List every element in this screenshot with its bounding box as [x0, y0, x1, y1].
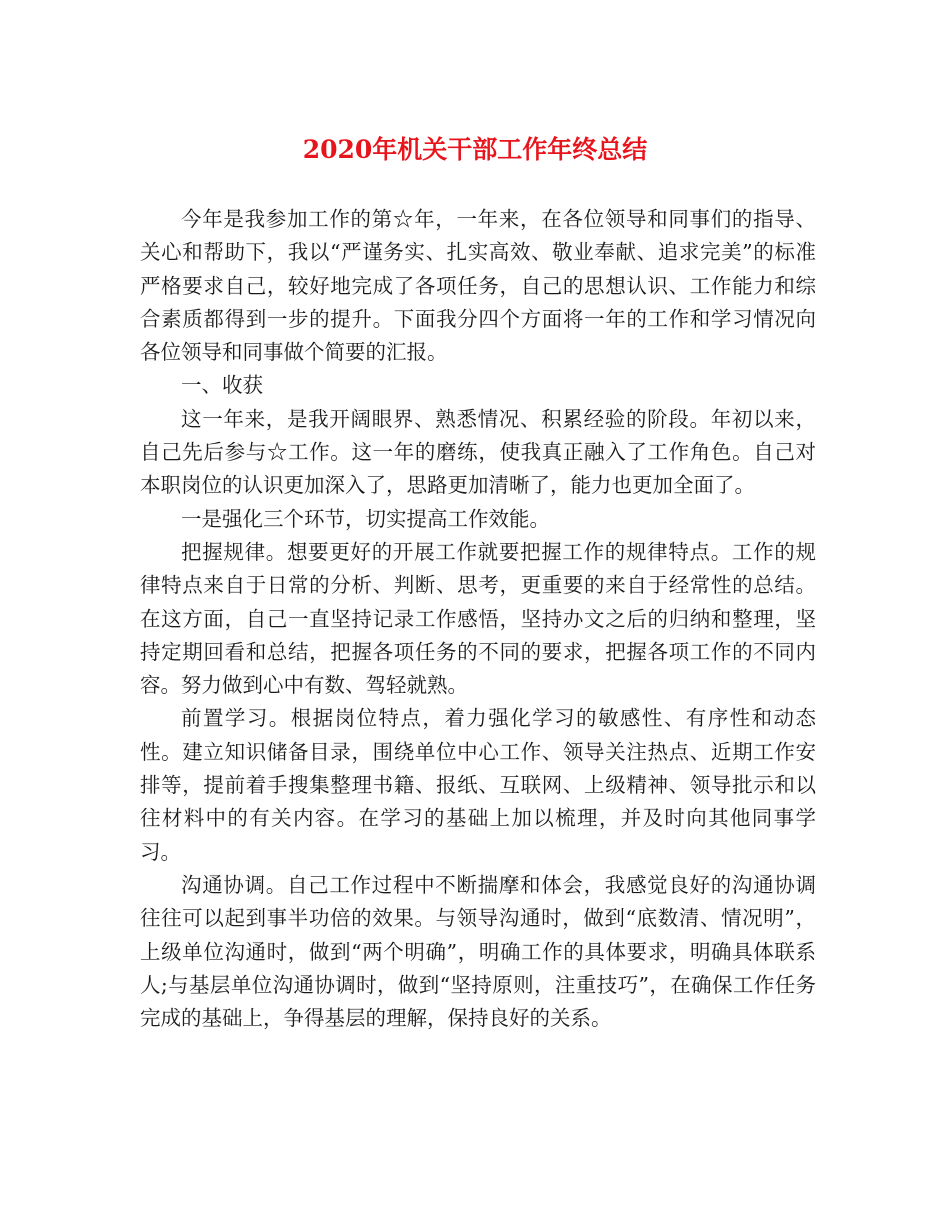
paragraph-communication: 沟通协调。自己工作过程中不断揣摩和体会，我感觉良好的沟通协调往往可以起到事半功倍的效果。与领导沟通时，做到“底数清、情况明”，上级单位沟通时，做到“两个明确”，明确工作的具体要求，明确具体联系人;与基层单位沟通协调时，做到“坚持原则，注重技巧”，在确保工作任务完成的基础上，争得基层的理解，保持良好的关系。 — [140, 872, 816, 1031]
paragraph-gains: 这一年来，是我开阔眼界、熟悉情况、积累经验的阶段。年初以来，自己先后参与☆工作。这一年的磨练，使我真正融入了工作角色。自己对本职岗位的认识更加深入了，思路更加清晰了，能力也更加全面了。 — [140, 406, 816, 498]
document-title: 2020年机关干部工作年终总结 — [302, 135, 648, 164]
document-body — [140, 203, 816, 1035]
subheading-efficiency: 一是强化三个环节，切实提高工作效能。 — [181, 506, 550, 531]
paragraph-grasp-rules: 把握规律。想要更好的开展工作就要把握工作的规律特点。工作的规律特点来自于日常的分析、判断、思考，更重要的来自于经常性的总结。在这方面，自己一直坚持记录工作感悟，坚持办文之后的归纳和整理，坚持定期回看和总结，把握各项任务的不同的要求，把握各项工作的不同内容。努力做到心中有数、驾轻就熟。 — [140, 539, 816, 698]
paragraph-intro: 今年是我参加工作的第☆年，一年来，在各位领导和同事们的指导、关心和帮助下，我以“严谨务实、扎实高效、敬业奉献、追求完美”的标准严格要求自己，较好地完成了各项任务，自己的思想认识、工作能力和综合素质都得到一步的提升。下面我分四个方面将一年的工作和学习情况向各位领导和同事做个简要的汇报。 — [140, 207, 816, 365]
paragraph-advance-learning: 前置学习。根据岗位特点，着力强化学习的敏感性、有序性和动态性。建立知识储备目录，围绕单位中心工作、领导关注热点、近期工作安排等，提前着手搜集整理书籍、报纸、互联网、上级精神、领导批示和以往材料中的有关内容。在学习的基础上加以梳理，并及时向其他同事学习。 — [140, 706, 816, 864]
section-heading-gains: 一、收获 — [181, 373, 263, 398]
